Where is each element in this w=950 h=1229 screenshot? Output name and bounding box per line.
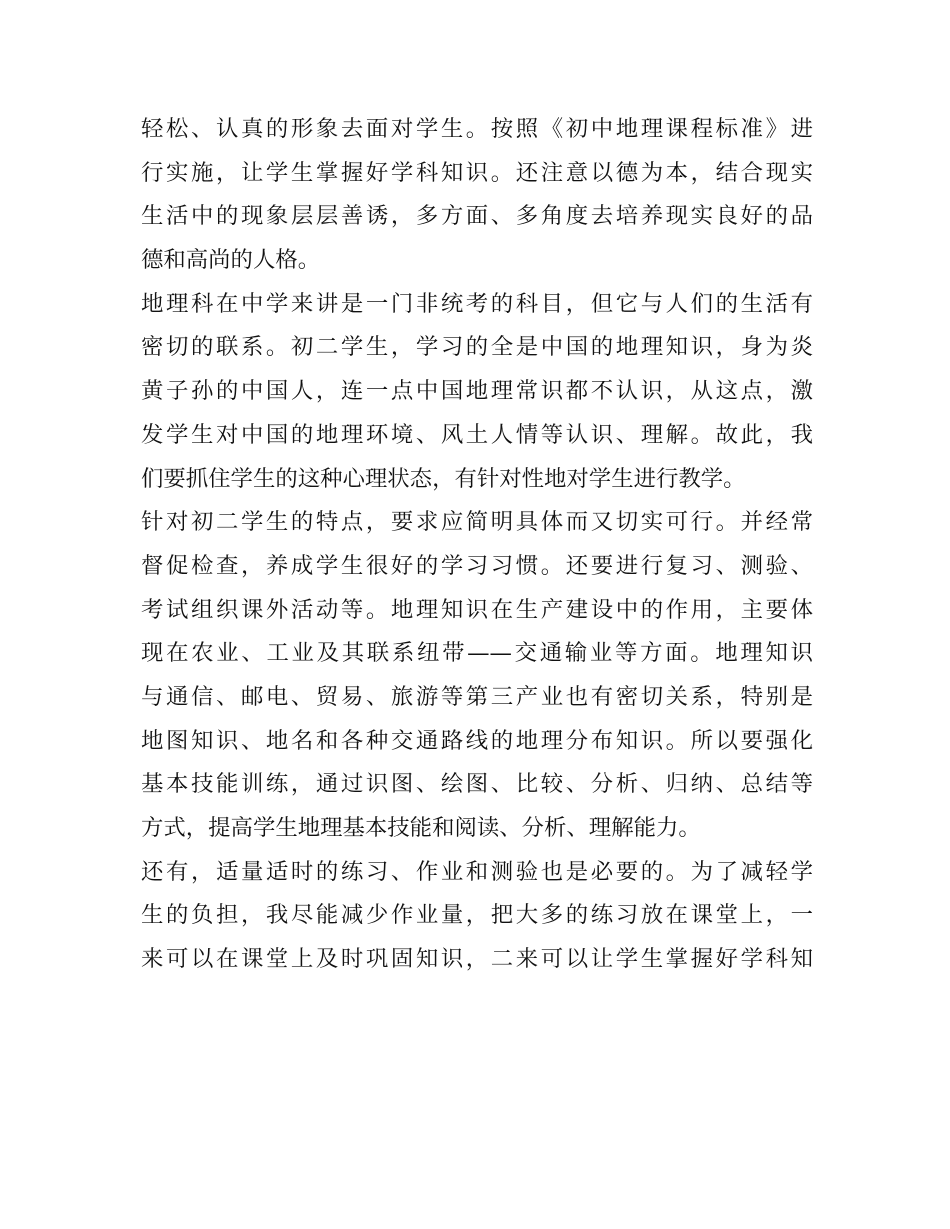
text-line: 考试组织课外活动等。地理知识在生产建设中的作用，主要体 bbox=[141, 596, 813, 623]
text-line: 密切的联系。初二学生，学习的全是中国的地理知识，身为炎 bbox=[141, 334, 813, 361]
text-line: 们要抓住学生的这种心理状态，有针对性地对学生进行教学。 bbox=[141, 465, 746, 492]
text-line: 生的负担，我尽能减少作业量，把大多的练习放在课堂上，一 bbox=[141, 902, 813, 929]
text-line: 还有，适量适时的练习、作业和测验也是必要的。为了减轻学 bbox=[141, 858, 813, 885]
text-line: 地理科在中学来讲是一门非统考的科目，但它与人们的生活有 bbox=[141, 290, 813, 317]
paragraph-3 bbox=[141, 501, 813, 851]
text-line: 轻松、认真的形象去面对学生。按照《初中地理课程标准》进 bbox=[141, 116, 813, 142]
paragraph-4 bbox=[141, 851, 813, 982]
text-line: 发学生对中国的地理环境、风土人情等认识、理解。故此，我 bbox=[141, 421, 813, 448]
text-line: 黄子孙的中国人，连一点中国地理常识都不认识，从这点，激 bbox=[141, 378, 813, 405]
text-line: 督促检查，养成学生很好的学习习惯。还要进行复习、测验、 bbox=[141, 552, 813, 579]
text-line: 行实施，让学生掌握好学科知识。还注意以德为本，结合现实 bbox=[141, 159, 813, 186]
text-line: 基本技能训练，通过识图、绘图、比较、分析、归纳、总结等 bbox=[141, 771, 813, 798]
text-line: 与通信、邮电、贸易、旅游等第三产业也有密切关系，特别是 bbox=[141, 683, 813, 710]
document-body bbox=[141, 108, 813, 982]
text-line: 针对初二学生的特点，要求应简明具体而又切实可行。并经常 bbox=[141, 509, 813, 536]
text-line: 来可以在课堂上及时巩固知识，二来可以让学生掌握好学科知 bbox=[141, 946, 813, 973]
text-line: 生活中的现象层层善诱，多方面、多角度去培养现实良好的品 bbox=[141, 203, 813, 230]
text-line: 方式，提高学生地理基本技能和阅读、分析、理解能力。 bbox=[141, 815, 701, 841]
text-line: 地图知识、地名和各种交通路线的地理分布知识。所以要强化 bbox=[141, 727, 813, 754]
text-line: 德和高尚的人格。 bbox=[141, 247, 321, 274]
text-line: 现在农业、工业及其联系纽带——交通输业等方面。地理知识 bbox=[141, 640, 813, 667]
paragraph-2 bbox=[141, 283, 813, 501]
paragraph-1 bbox=[141, 108, 813, 283]
